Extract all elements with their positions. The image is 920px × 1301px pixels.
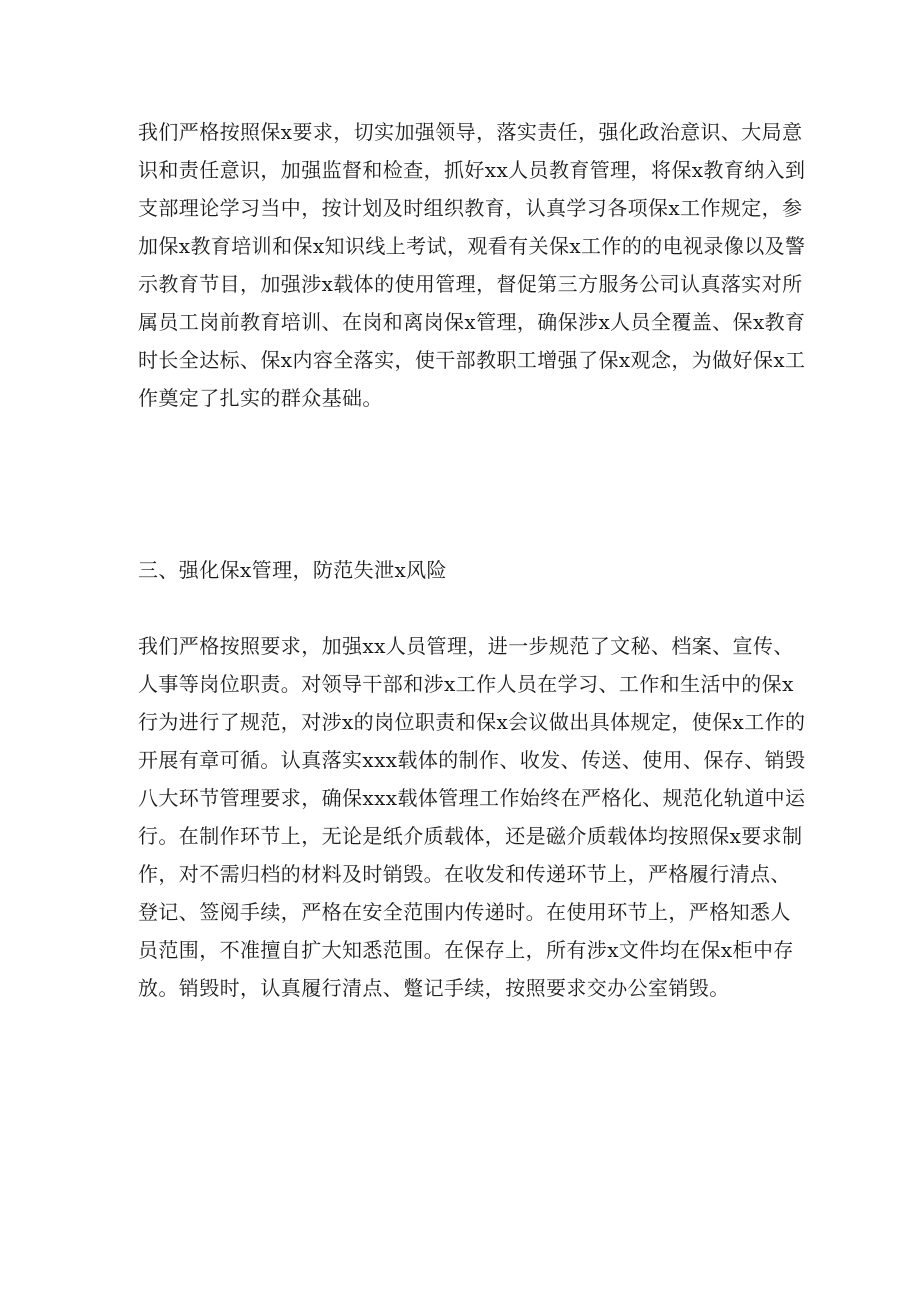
- paragraph-line: 行为进行了规范，对涉x的岗位职责和保x会议做出具体规定，使保x工作的: [138, 710, 806, 734]
- paragraph-line: 登记、签阅手续，严格在安全范围内传递时。在使用环节上，严格知悉人: [138, 900, 791, 924]
- paragraph-line: 开展有章可循。认真落实xxx载体的制作、收发、传送、使用、保存、销毁: [138, 748, 806, 772]
- paragraph-line: 作奠定了扎实的群众基础。: [138, 386, 383, 410]
- paragraph-line: 属员工岗前教育培训、在岗和离岗保x管理，确保涉x人员全覆盖、保x教育: [138, 310, 806, 334]
- paragraph-line: 员范围，不准擅自扩大知悉范围。在保存上，所有涉x文件均在保x柜中存: [138, 938, 794, 962]
- paragraph-carrier-management: [138, 627, 806, 1007]
- section-heading-text: 三、强化保x管理，防范失泄x风险: [138, 558, 447, 582]
- section-heading: [138, 551, 788, 589]
- paragraph-line: 人事等岗位职责。对领导干部和涉x工作人员在学习、工作和生活中的保x: [138, 672, 794, 696]
- paragraph-education-management: [138, 113, 806, 417]
- paragraph-line: 行。在制作环节上，无论是纸介质载体，还是磁介质载体均按照保x要求制: [138, 824, 803, 848]
- paragraph-line: 放。销毁时，认真履行清点、蹩记手续，按照要求交办公室销毁。: [138, 976, 730, 1000]
- paragraph-line: 识和责任意识，加强监督和检查，抓好xx人员教育管理，将保x教育纳入到: [138, 158, 806, 182]
- paragraph-line: 时长全达标、保x内容全落实，使干部教职工增强了保x观念，为做好保x工: [138, 348, 806, 372]
- paragraph-line: 加保x教育培训和保x知识线上考试，观看有关保x工作的的电视录像以及警: [138, 234, 806, 258]
- paragraph-line: 我们严格按照保x要求，切实加强领导，落实责任，强化政治意识、大局意: [138, 120, 803, 144]
- paragraph-line: 作，对不需归档的材料及时销毁。在收发和传递环节上，严格履行清点、: [138, 862, 791, 886]
- paragraph-line: 我们严格按照要求，加强xx人员管理，进一步规范了文秘、档案、宣传、: [138, 634, 794, 658]
- paragraph-line: 支部理论学习当中，按计划及时组织教育，认真学习各项保x工作规定，参: [138, 196, 803, 220]
- paragraph-line: 八大环节管理要求，确保xxx载体管理工作始终在严格化、规范化轨道中运: [138, 786, 806, 810]
- paragraph-line: 示教育节目，加强涉x载体的使用管理，督促第三方服务公司认真落实对所: [138, 272, 803, 296]
